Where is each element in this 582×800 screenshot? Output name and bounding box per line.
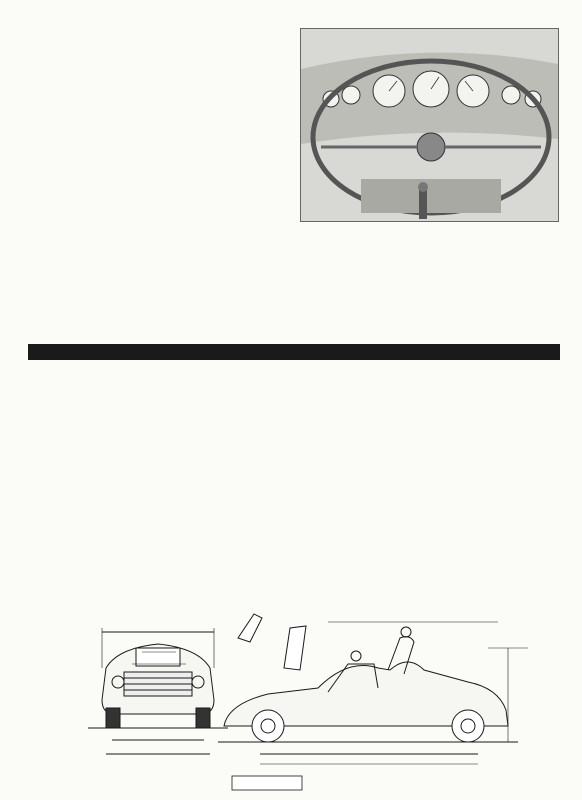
running-header	[28, 8, 558, 22]
spec-column-3	[392, 366, 558, 369]
dimension-diagram	[28, 608, 560, 796]
dashboard-illustration	[301, 29, 558, 221]
valve-clearance-note	[516, 580, 560, 586]
spec-column-2	[215, 366, 387, 369]
side-view-drawing	[218, 614, 528, 764]
front-view-drawing	[88, 628, 228, 754]
article-right-column	[301, 276, 557, 283]
dashboard-photo	[300, 28, 559, 222]
specification-banner	[28, 344, 560, 360]
spec-column-1	[34, 366, 210, 369]
